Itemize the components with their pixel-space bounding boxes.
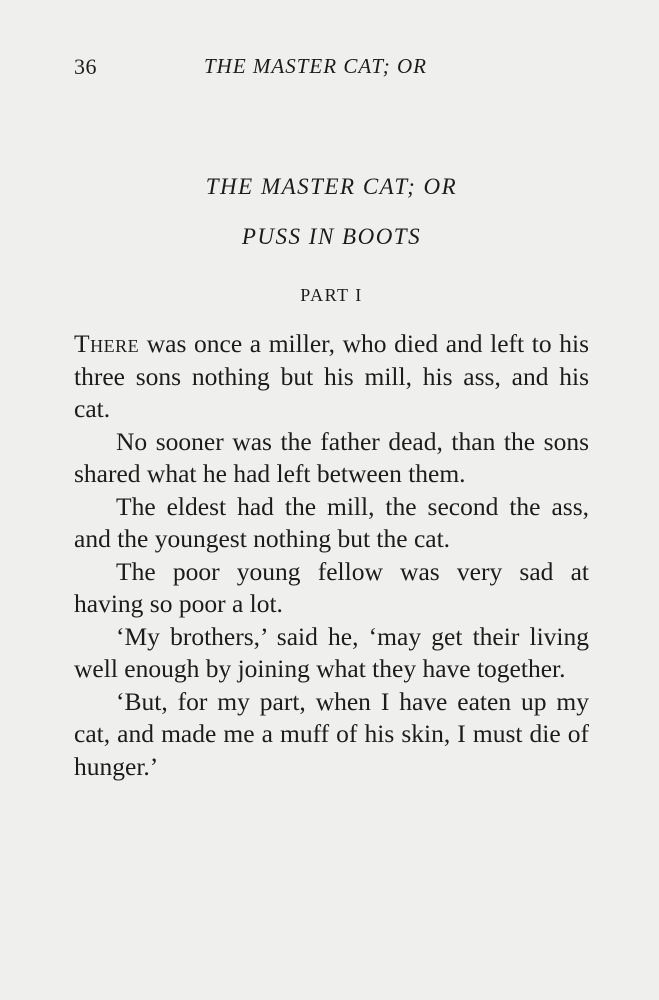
paragraph-3: The eldest had the mill, the second the ass, and the youngest nothing but the cat. <box>74 491 589 553</box>
paragraph-1 <box>74 328 589 426</box>
running-title: THE MASTER CAT; OR <box>204 54 427 78</box>
paragraph-5: ‘My brothers,’ said he, ‘may get their living well enough by joining what they have together. <box>74 621 589 683</box>
chapter-title-line-1: THE MASTER CAT; OR <box>205 174 458 199</box>
chapter-title-line-2: PUSS IN BOOTS <box>241 224 422 249</box>
page-number: 36 <box>74 54 97 79</box>
running-head <box>74 54 589 82</box>
paragraph-4: The poor young fellow was very sad at having so poor a lot. <box>74 556 589 618</box>
body-text <box>74 328 589 783</box>
dropword: There <box>74 329 140 358</box>
paragraph-text: was once a miller, who died and left to his three sons nothing but his mill, his ass, and his cat. <box>74 329 589 423</box>
part-heading: PART I <box>300 285 363 305</box>
paragraph-2: No sooner was the father dead, than the sons shared what he had left between them. <box>74 426 589 488</box>
paragraph-6: ‘But, for my part, when I have eaten up my cat, and made me a muff of his skin, I must die of hunger.’ <box>74 686 589 781</box>
